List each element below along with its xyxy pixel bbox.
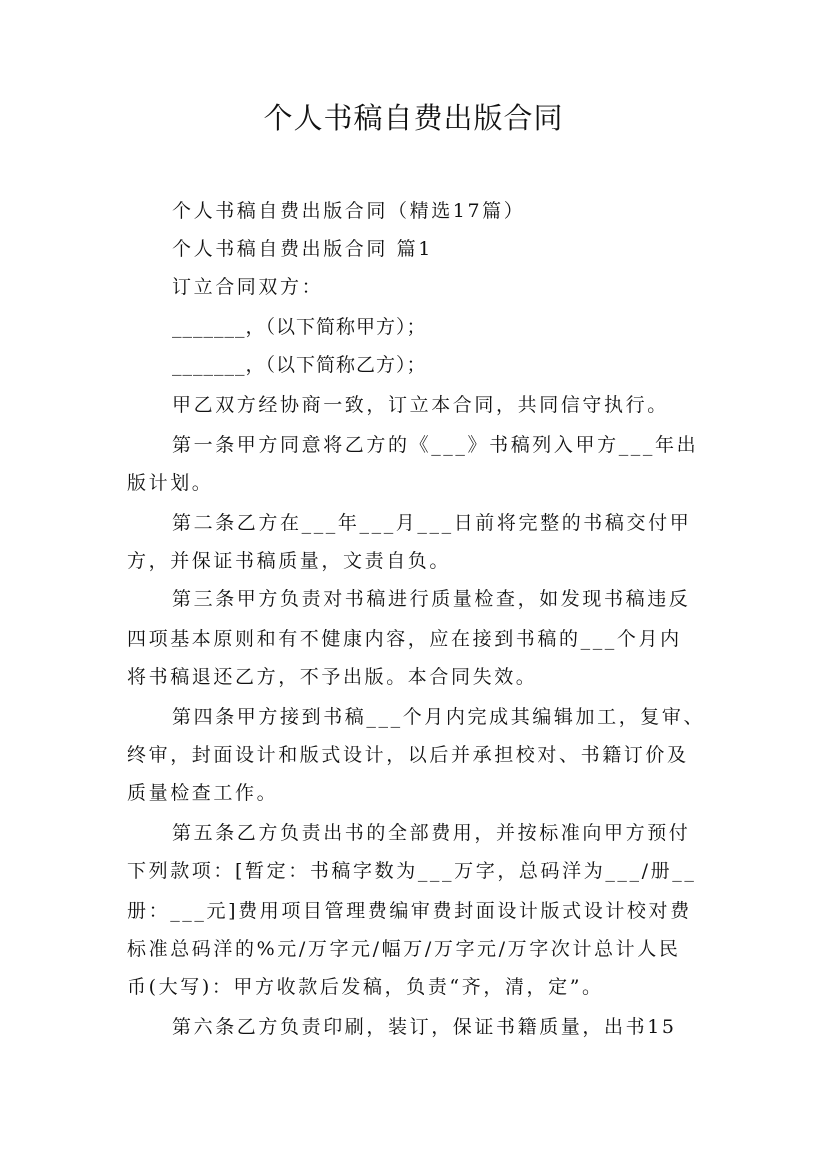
clause-1-line: 版计划。 <box>127 472 214 494</box>
paragraph-line: 甲乙双方经协商一致，订立本合同，共同信守执行。 <box>172 394 669 416</box>
clause-2-line: 第二条乙方在___年___月___日前将完整的书稿交付甲 <box>172 512 692 534</box>
clause-3-line: 将书稿退还乙方，不予出版。本合同失效。 <box>127 666 538 688</box>
clause-2-line: 方，并保证书稿质量，文责自负。 <box>127 550 452 572</box>
paragraph-line: 订立合同双方： <box>172 276 324 298</box>
clause-5-line: 下列款项：[暂定：书稿字数为___万字，总码洋为___/册__ <box>127 860 697 882</box>
clause-4-line: 终审，封面设计和版式设计，以后并承担校对、书籍订价及 <box>127 744 689 766</box>
clause-5-line: 第五条乙方负责出书的全部费用，并按标准向甲方预付 <box>172 822 691 844</box>
clause-1-line: 第一条甲方同意将乙方的《___》书稿列入甲方___年出 <box>172 434 699 456</box>
section-heading: 个人书稿自费出版合同 篇1 <box>172 238 433 260</box>
clause-5-line: 标准总码洋的%元/万字元/幅万/万字元/万字次计总计人民 <box>127 938 681 960</box>
clause-3-line: 四项基本原则和有不健康内容，应在接到书稿的___个月内 <box>127 628 682 650</box>
clause-6-line: 第六条乙方负责印刷，装订，保证书籍质量，出书15 <box>172 1016 677 1038</box>
clause-5-line: 币(大写)：甲方收款后发稿，负责“齐，清，定”。 <box>127 976 604 998</box>
clause-4-line: 第四条甲方接到书稿___个月内完成其编辑加工，复审、 <box>172 706 706 728</box>
clause-4-line: 质量检查工作。 <box>127 782 279 804</box>
document-title: 个人书稿自费出版合同 <box>263 101 564 135</box>
clause-5-line: 册：___元]费用项目管理费编审费封面设计版式设计校对费 <box>127 900 692 922</box>
party-a-line: _______，（以下简称甲方）； <box>172 316 427 338</box>
party-b-line: _______，（以下简称乙方）； <box>172 354 427 376</box>
clause-3-line: 第三条甲方负责对书稿进行质量检查，如发现书稿违反 <box>172 588 691 610</box>
subtitle-line: 个人书稿自费出版合同（精选17篇） <box>172 200 526 222</box>
